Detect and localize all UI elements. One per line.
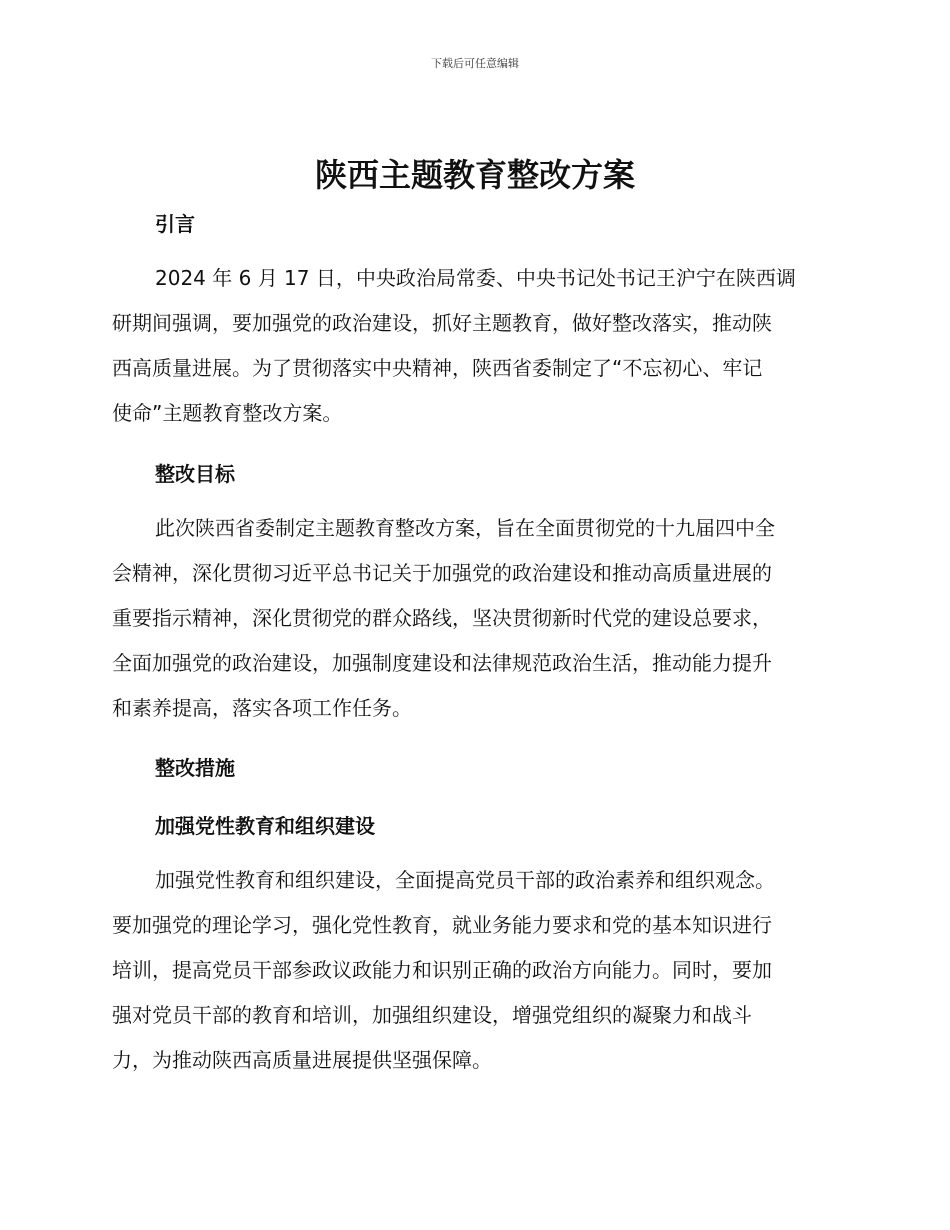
- text-line: 西高质量进展。为了贯彻落实中央精神，陕西省委制定了“不忘初心、牢记: [112, 356, 763, 380]
- heading-measures: 整改措施: [155, 756, 235, 780]
- subheading-party-education: 加强党性教育和组织建设: [155, 814, 375, 838]
- paragraph-goal: [112, 506, 832, 731]
- document-title: 陕西主题教育整改方案: [314, 156, 635, 194]
- text-line: 培训，提高党员干部参政议政能力和识别正确的政治方向能力。同时，要加: [112, 958, 772, 982]
- heading-intro: 引言: [155, 212, 195, 236]
- text-line: 全面加强党的政治建设，加强制度建设和法律规范政治生活，推动能力提升: [112, 651, 772, 675]
- paragraph-intro: [112, 256, 832, 436]
- text-line: 会精神，深化贯彻习近平总书记关于加强党的政治建设和推动高质量进展的: [112, 561, 772, 585]
- heading-goal: 整改目标: [155, 462, 235, 486]
- text-line: 强对党员干部的教育和培训，加强组织建设，增强党组织的凝聚力和战斗: [112, 1003, 752, 1027]
- paragraph-party-education: [112, 858, 832, 1083]
- text-line: 此次陕西省委制定主题教育整改方案，旨在全面贯彻党的十九届四中全: [155, 516, 775, 540]
- text-line: 要加强党的理论学习，强化党性教育，就业务能力要求和党的基本知识进行: [112, 913, 772, 937]
- text-line: 研期间强调，要加强党的政治建设，抓好主题教育，做好整改落实，推动陕: [112, 311, 772, 335]
- text-line: 力，为推动陕西高质量进展提供坚强保障。: [112, 1048, 492, 1072]
- text-line: 2024 年 6 月 17 日，中央政治局常委、中央书记处书记王沪宁在陕西调: [155, 266, 796, 290]
- text-line: 重要指示精神，深化贯彻党的群众路线，坚决贯彻新时代党的建设总要求，: [112, 606, 772, 630]
- page-header-note: 下载后可任意编辑: [431, 57, 519, 70]
- text-line: 使命”主题教育整改方案。: [112, 401, 343, 425]
- text-line: 加强党性教育和组织建设，全面提高党员干部的政治素养和组织观念。: [155, 868, 775, 892]
- text-line: 和素养提高，落实各项工作任务。: [112, 696, 412, 720]
